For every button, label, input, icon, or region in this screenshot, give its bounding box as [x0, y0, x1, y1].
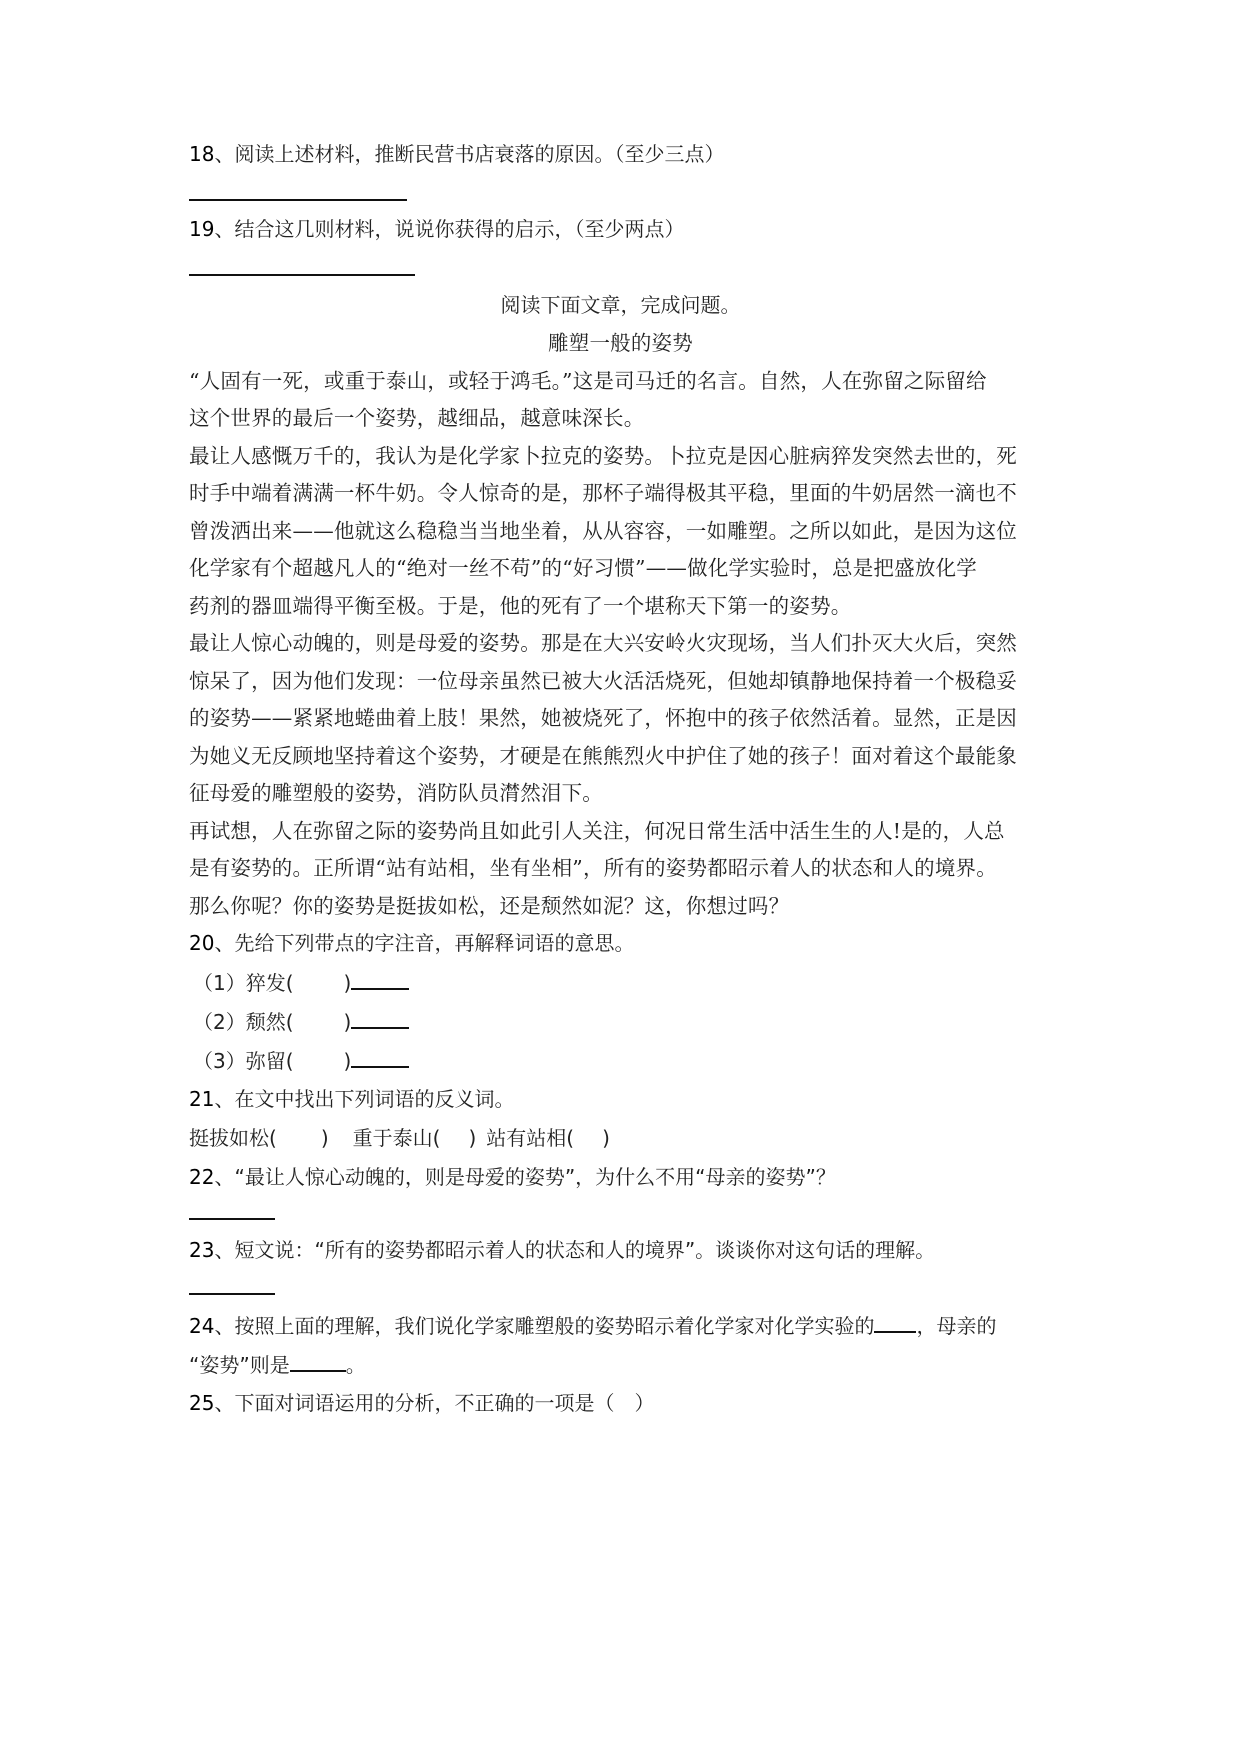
fill-blank[interactable] — [290, 1352, 346, 1372]
answer-line-18[interactable] — [189, 199, 407, 201]
question-text: 、结合这几则材料，说说你获得的启示，（至少两点） — [214, 217, 685, 241]
q20-item-label: （3）弥留( — [193, 1049, 294, 1073]
question-text: 、阅读上述材料，推断民营书店衰落的原因。（至少三点） — [214, 142, 725, 166]
q21-words — [189, 1125, 610, 1151]
article-line: 药剂的器皿端得平衡至极。于是，他的死有了一个堪称天下第一的姿势。 — [189, 594, 852, 618]
article-line: 这个世界的最后一个姿势，越细品，越意味深长。 — [189, 406, 645, 430]
question-text: 、在文中找出下列词语的反义词。 — [214, 1087, 515, 1111]
article-line: 是有姿势的。正所谓“站有站相，坐有坐相”，所有的姿势都昭示着人的状态和人的境界。 — [189, 856, 997, 880]
question-number: 24 — [189, 1314, 215, 1338]
question-text: 、先给下列带点的字注音，再解释词语的意思。 — [214, 931, 635, 955]
question-text-cont: ，母亲的 — [916, 1314, 997, 1338]
article-line: 最让人感慨万千的，我认为是化学家卜拉克的姿势。卜拉克是因心脏病猝发突然去世的，死 — [189, 444, 1017, 468]
article-line: 化学家有个超越凡人的“绝对一丝不苟”的“好习惯”——做化学实验时，总是把盛放化学 — [189, 556, 977, 580]
article-line: 征母爱的雕塑般的姿势，消防队员潸然泪下。 — [189, 781, 603, 805]
article-line: 时手中端着满满一杯牛奶。令人惊奇的是，那杯子端得极其平稳，里面的牛奶居然一滴也不 — [189, 481, 1017, 505]
question-text: “姿势”则是 — [189, 1353, 290, 1377]
question-22 — [189, 1164, 836, 1190]
question-24-line2 — [189, 1352, 366, 1378]
question-text-cont: 。 — [345, 1353, 366, 1377]
close-paren: ) — [468, 1126, 477, 1150]
question-18 — [189, 141, 724, 167]
article-line: 再试想，人在弥留之际的姿势尚且如此引人关注，何况日常生活中活生生的人!是的，人总 — [189, 819, 1005, 843]
article-line: 那么你呢？你的姿势是挺拔如松，还是颓然如泥？这，你想过吗？ — [189, 894, 790, 918]
question-number: 18 — [189, 142, 215, 166]
meaning-blank[interactable] — [351, 970, 409, 990]
question-text: 、下面对词语运用的分析，不正确的一项是（ ） — [214, 1391, 655, 1415]
close-paren: ) — [602, 1126, 610, 1150]
antonym-word: 重于泰山( — [352, 1126, 441, 1150]
antonym-word: 挺拔如松( — [189, 1126, 277, 1150]
question-19 — [189, 216, 684, 242]
q20-item — [193, 1009, 409, 1035]
question-text: 、按照上面的理解，我们说化学家雕塑般的姿势昭示着化学家对化学实验的 — [214, 1314, 875, 1338]
answer-line-22[interactable] — [189, 1218, 275, 1220]
article-line: “人固有一死，或重于泰山，或轻于鸿毛。”这是司马迁的名言。自然，人在弥留之际留给 — [189, 369, 987, 393]
question-number: 20 — [189, 931, 215, 955]
close-paren: ) — [343, 971, 352, 995]
question-number: 25 — [189, 1391, 215, 1415]
close-paren: ) — [343, 1010, 352, 1034]
article-line: 的姿势——紧紧地蜷曲着上肢！果然，她被烧死了，怀抱中的孩子依然活着。显然，正是因 — [189, 706, 1017, 730]
meaning-blank[interactable] — [351, 1048, 409, 1068]
question-text: 、“最让人惊心动魄的，则是母爱的姿势”，为什么不用“母亲的姿势”？ — [214, 1165, 836, 1189]
question-number: 23 — [189, 1238, 215, 1262]
meaning-blank[interactable] — [351, 1009, 409, 1029]
article-line: 惊呆了，因为他们发现：一位母亲虽然已被大火活活烧死，但她却镇静地保持着一个极稳妥 — [189, 669, 1017, 693]
antonym-word: 站有站相( — [486, 1126, 575, 1150]
q20-item — [193, 1048, 409, 1074]
reading-instruction: 阅读下面文章，完成问题。 — [500, 293, 741, 317]
fill-blank[interactable] — [874, 1313, 916, 1333]
close-paren: ) — [320, 1126, 329, 1150]
question-21 — [189, 1086, 514, 1112]
article-title: 雕塑一般的姿势 — [548, 331, 693, 355]
question-text: 、短文说：“所有的姿势都昭示着人的状态和人的境界”。谈谈你对这句话的理解。 — [214, 1238, 936, 1262]
question-23 — [189, 1237, 935, 1263]
question-number: 22 — [189, 1165, 215, 1189]
answer-line-19[interactable] — [189, 274, 415, 276]
q20-item-label: （1）猝发( — [193, 971, 294, 995]
q20-item — [193, 970, 409, 996]
question-number: 19 — [189, 217, 215, 241]
answer-line-23[interactable] — [189, 1293, 275, 1295]
question-25 — [189, 1390, 654, 1416]
article-line: 为她义无反顾地坚持着这个姿势，才硬是在熊熊烈火中护住了她的孩子！面对着这个最能象 — [189, 744, 1017, 768]
question-number: 21 — [189, 1087, 215, 1111]
q20-item-label: （2）颓然( — [193, 1010, 294, 1034]
article-line: 最让人惊心动魄的，则是母爱的姿势。那是在大兴安岭火灾现场，当人们扑灭大火后，突然 — [189, 631, 1017, 655]
article-line: 曾泼洒出来——他就这么稳稳当当地坐着，从从容容，一如雕塑。之所以如此，是因为这位 — [189, 519, 1017, 543]
question-20 — [189, 930, 634, 956]
close-paren: ) — [343, 1049, 352, 1073]
question-24 — [189, 1313, 996, 1339]
